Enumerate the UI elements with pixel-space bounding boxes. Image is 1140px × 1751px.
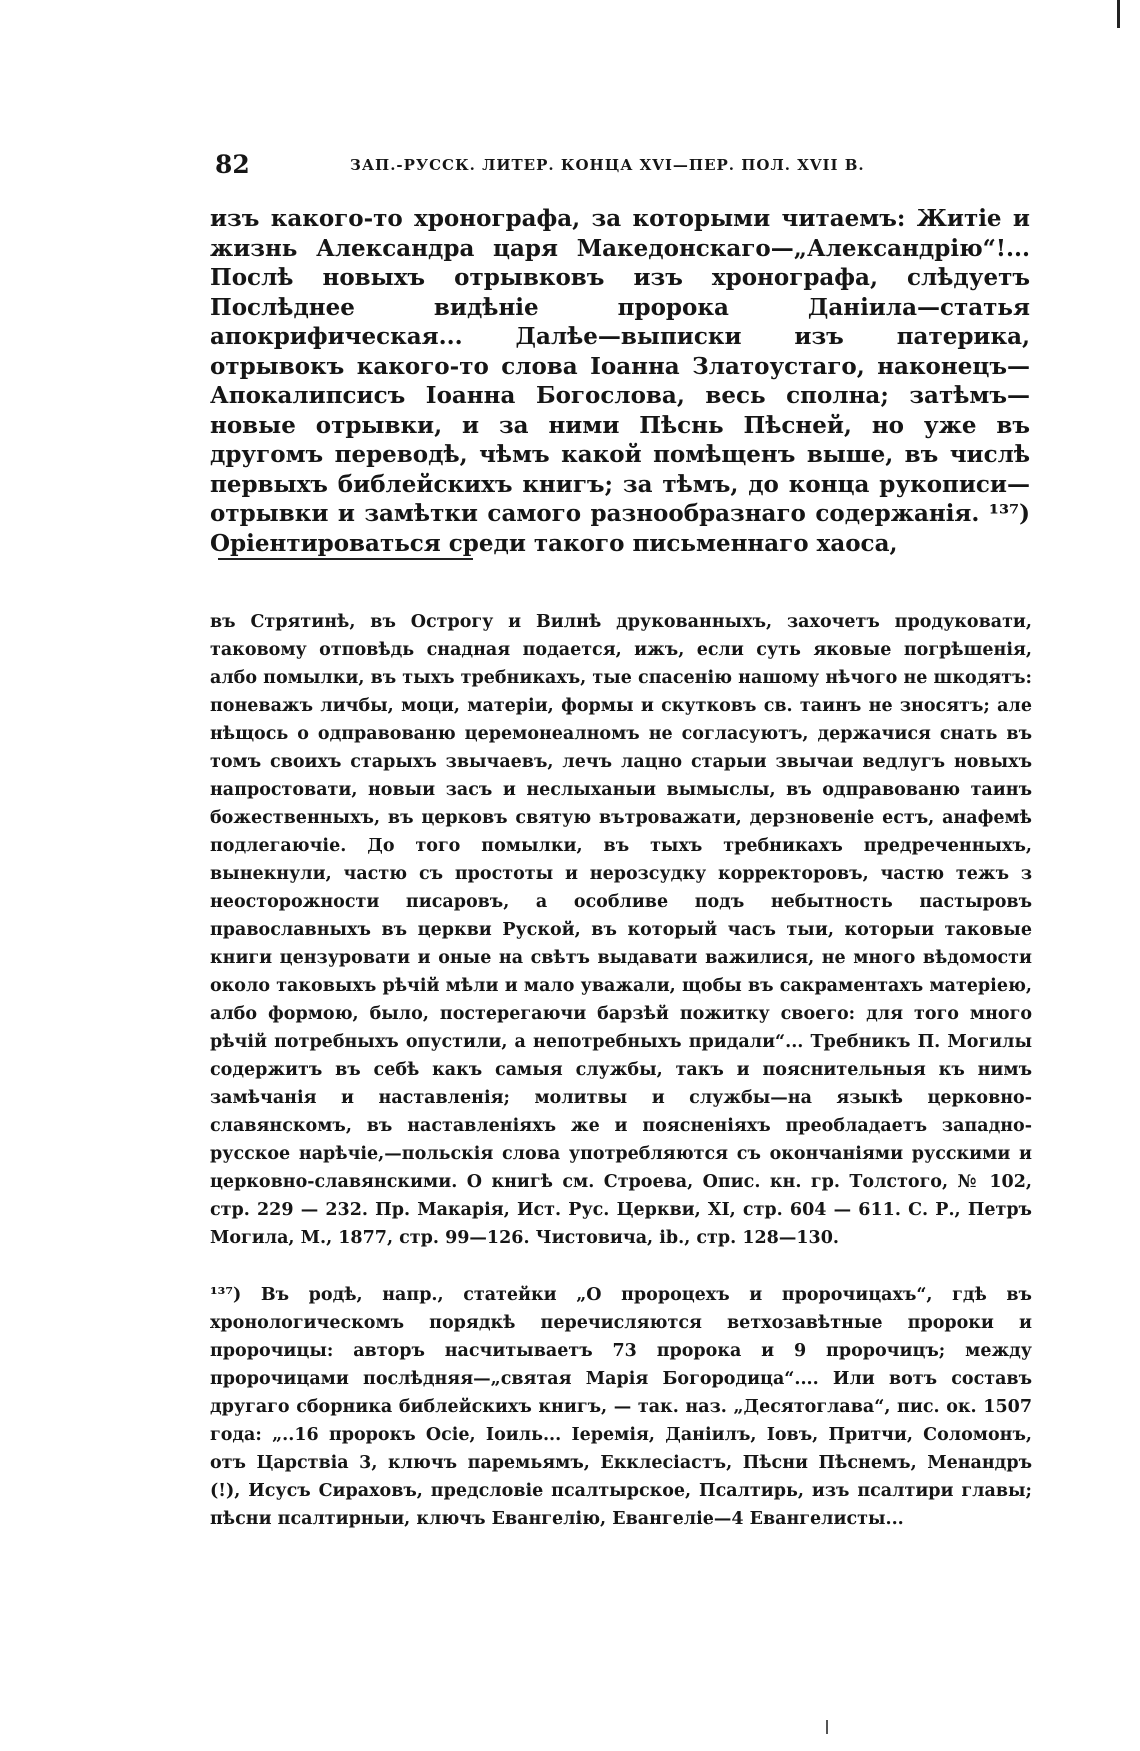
page-number: 82 xyxy=(215,150,250,179)
footnote-continued: въ Стрятинѣ, въ Острогу и Вилнѣ друкованныхъ, захочетъ продуковати, таковому отповѣдь снадная подается, ижъ, если суть яковые погрѣшенія, албо помылки, въ тыхъ требникахъ, тые спасенію нашому нѣчого не шкодятъ: поневажъ личбы, моци, матеріи, формы и скутковъ св. таинъ не зносятъ; але нѣщось о одправованю церемонеалномъ не согласуютъ, держачися снать въ томъ своихъ старыхъ звычаевъ, лечъ лацно старыи звычаи ведлугъ новыхъ напростовати, новыи засъ и неслыханыи вымыслы, въ одправованю таинъ божественныхъ, въ церковъ святую вътроважати, дерзновеніе естъ, анафемѣ подлегаючіе. До того помылки, въ тыхъ требникахъ предреченныхъ, вынекнули, частю съ простоты и нерозсудку корректоровъ, частю тежъ з неосторожности писаровъ, а особливе подъ небытность пастыровъ православныхъ въ церкви Руской, въ который часъ тыи, которыи таковые книги цензуровати и оные на свѣтъ выдавати важилися, не много вѣдомости около таковыхъ рѣчій мѣли и мало уважали, щобы въ сакраментахъ матеріею, албо формою, было, постерегаючи барзѣй пожитку своего: для того много рѣчій потребныхъ опустили, а непотребныхъ придали“... Требникъ П. Могилы содержитъ въ себѣ какъ самыя службы, такъ и пояснительныя къ нимъ замѣчанія и наставленія; молитвы и службы—на языкѣ церковно-славянскомъ, въ наставленіяхъ же и поясненіяхъ преобладаетъ западно-русское нарѣчіе,—польскія слова употребляются съ окончаніями русскими и церковно-славянскими. О книгѣ см. Строева, Опис. кн. гр. Толстого, № 102, стр. 229 — 232. Пр. Макарія, Ист. Рус. Церкви, XI, стр. 604 — 611. С. Р., Петръ Могила, М., 1877, стр. 99—126. Чистовича, ib., стр. 128—130. xyxy=(210,612,1032,1248)
footnote-137: ¹³⁷) Въ родѣ, напр., статейки „О пророцехъ и пророчицахъ“, гдѣ въ хронологическомъ порядкѣ перечисляются ветхозавѣтные пророки и пророчицы: авторъ насчитываетъ 73 пророка и 9 пророчицъ; между пророчицами послѣдняя—„святая Марія Богородица“.... Или вотъ составъ другаго сборника библейскихъ книгъ, — так. наз. „Десятоглава“, пис. ок. 1507 года: „..16 пророкъ Осіе, Іоиль... Іеремія, Даніилъ, Іовъ, Притчи, Соломонъ, отъ Царствіа 3, ключъ паремьямъ, Екклесіастъ, Пѣсни Пѣснемъ, Менандръ (!), Исусъ Сираховъ, предсловіе псалтырское, Псалтирь, изъ псалтири главы; пѣсни псалтирныи, ключъ Евангелію, Евангеліе—4 Евангелисты... xyxy=(210,1285,1032,1529)
footnotes-block xyxy=(210,580,1032,1561)
running-title: ЗАП.-РУССК. ЛИТЕР. КОНЦА XVI—ПЕР. ПОЛ. XVII В. xyxy=(350,156,865,174)
main-paragraph: изъ какого-то хронографа, за которыми читаемъ: Житіе и жизнь Александра царя Македонскаго—„Александрію“!... Послѣ новыхъ отрывковъ изъ хронографа, слѣдуетъ Послѣднее видѣніе пророка Данiила—статья апокрифическая... Далѣе—выписки изъ патерика, отрывокъ какого-то слова Іоанна Златоустаго, наконецъ— Апокалипсисъ Іоанна Богослова, весь сполна; затѣмъ—новые отрывки, и за ними Пѣснь Пѣсней, но уже въ другомъ переводѣ, чѣмъ какой помѣщенъ выше, въ числѣ первыхъ библейскихъ книгъ; за тѣмъ, до конца рукописи—отрывки и замѣтки самого разнообразнаго содержанія. ¹³⁷) Оріентироваться среди такого письменнаго хаоса, xyxy=(210,205,1030,557)
page-edge-mark xyxy=(1117,0,1120,28)
footnote-separator xyxy=(218,558,473,560)
print-mark xyxy=(826,1720,828,1734)
page-header xyxy=(215,150,1035,184)
